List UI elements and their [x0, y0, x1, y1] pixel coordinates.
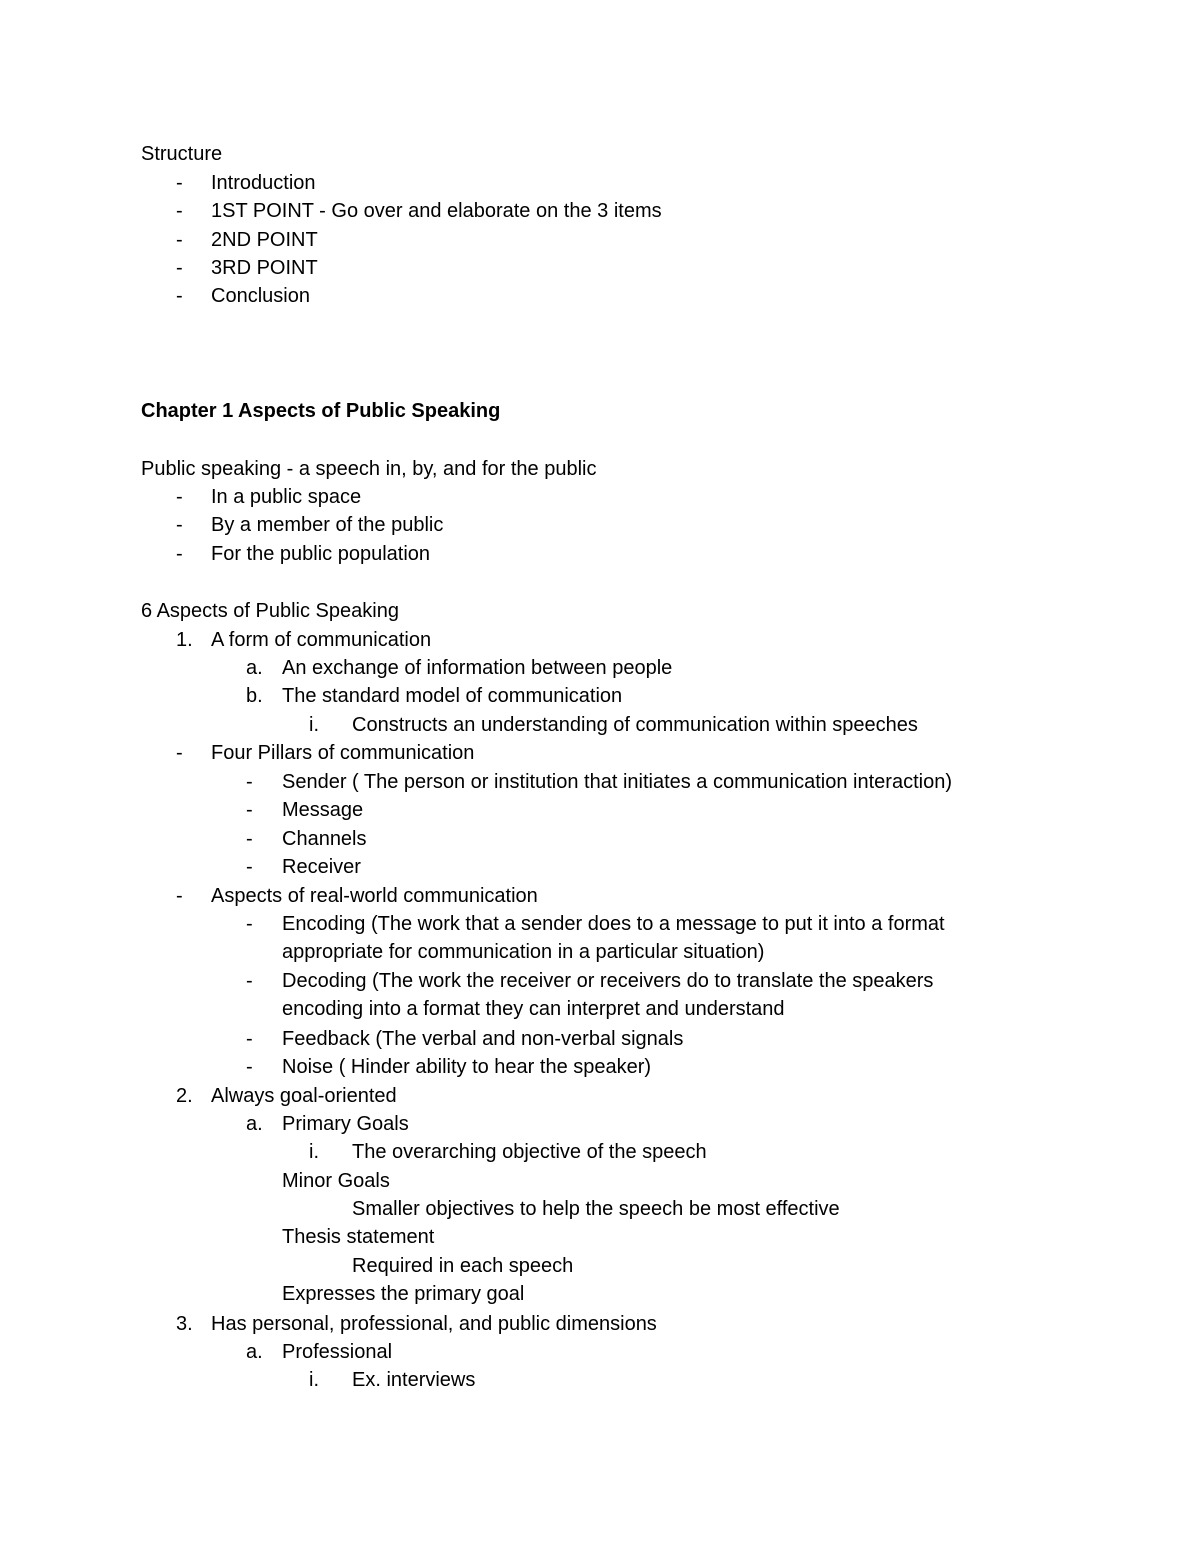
aspects-title: 6 Aspects of Public Speaking — [141, 600, 399, 622]
bullet-marker: - — [176, 543, 183, 565]
list-number: 2. — [176, 1085, 193, 1107]
list-item-continuation: appropriate for communication in a particular situation) — [282, 941, 765, 963]
list-item: Primary Goals — [282, 1113, 409, 1135]
bullet-marker: - — [176, 486, 183, 508]
list-item: Message — [282, 799, 364, 821]
structure-item: Conclusion — [211, 285, 310, 307]
bullet-marker: - — [176, 257, 183, 279]
list-roman: i. — [309, 714, 319, 736]
list-item: Noise ( Hinder ability to hear the speaker) — [282, 1056, 652, 1078]
list-number: 1. — [176, 629, 193, 651]
list-roman: i. — [309, 1141, 319, 1163]
list-letter: a. — [246, 657, 263, 679]
list-item: Thesis statement — [282, 1226, 435, 1248]
list-item: Expresses the primary goal — [282, 1283, 525, 1305]
chapter-title: Chapter 1 Aspects of Public Speaking — [141, 400, 501, 422]
bullet-marker: - — [176, 285, 183, 307]
bullet-marker: - — [176, 742, 183, 764]
list-item: Has personal, professional, and public dimensions — [211, 1313, 657, 1335]
list-item: Smaller objectives to help the speech be most effective — [352, 1198, 840, 1220]
structure-title: Structure — [141, 143, 223, 165]
definition-item: By a member of the public — [211, 514, 444, 536]
list-item: An exchange of information between people — [282, 657, 673, 679]
list-item: Encoding (The work that a sender does to a message to put it into a format — [282, 913, 945, 935]
structure-item: 2ND POINT — [211, 229, 318, 251]
definition-item: In a public space — [211, 486, 362, 508]
bullet-marker: - — [176, 885, 183, 907]
bullet-marker: - — [176, 200, 183, 222]
list-item: A form of communication — [211, 629, 432, 651]
list-letter: a. — [246, 1113, 263, 1135]
bullet-marker: - — [246, 799, 253, 821]
list-item: Sender ( The person or institution that initiates a communication interaction) — [282, 771, 952, 793]
bullet-marker: - — [176, 229, 183, 251]
list-item: Channels — [282, 828, 367, 850]
list-letter: b. — [246, 685, 263, 707]
list-item: Receiver — [282, 856, 361, 878]
list-item: Required in each speech — [352, 1255, 574, 1277]
structure-item: 3RD POINT — [211, 257, 318, 279]
structure-item: Introduction — [211, 172, 316, 194]
list-item: Ex. interviews — [352, 1369, 476, 1391]
bullet-marker: - — [246, 1056, 253, 1078]
bullet-marker: - — [176, 172, 183, 194]
list-item: Decoding (The work the receiver or receivers do to translate the speakers — [282, 970, 934, 992]
bullet-marker: - — [246, 970, 253, 992]
list-item: Constructs an understanding of communication within speeches — [352, 714, 918, 736]
definition-text: Public speaking - a speech in, by, and for the public — [141, 458, 597, 480]
structure-item: 1ST POINT - Go over and elaborate on the 3 items — [211, 200, 662, 222]
bullet-marker: - — [246, 828, 253, 850]
list-item: Four Pillars of communication — [211, 742, 475, 764]
bullet-marker: - — [246, 1028, 253, 1050]
bullet-marker: - — [176, 514, 183, 536]
list-letter: a. — [246, 1341, 263, 1363]
list-number: 3. — [176, 1313, 193, 1335]
list-item: Aspects of real-world communication — [211, 885, 538, 907]
list-item: Always goal-oriented — [211, 1085, 397, 1107]
bullet-marker: - — [246, 856, 253, 878]
bullet-marker: - — [246, 913, 253, 935]
list-roman: i. — [309, 1369, 319, 1391]
list-item: The standard model of communication — [282, 685, 623, 707]
bullet-marker: - — [246, 771, 253, 793]
list-item: Professional — [282, 1341, 393, 1363]
list-item: Minor Goals — [282, 1170, 390, 1192]
list-item: The overarching objective of the speech — [352, 1141, 707, 1163]
list-item: Feedback (The verbal and non-verbal signals — [282, 1028, 684, 1050]
definition-item: For the public population — [211, 543, 431, 565]
list-item-continuation: encoding into a format they can interpret and understand — [282, 998, 785, 1020]
